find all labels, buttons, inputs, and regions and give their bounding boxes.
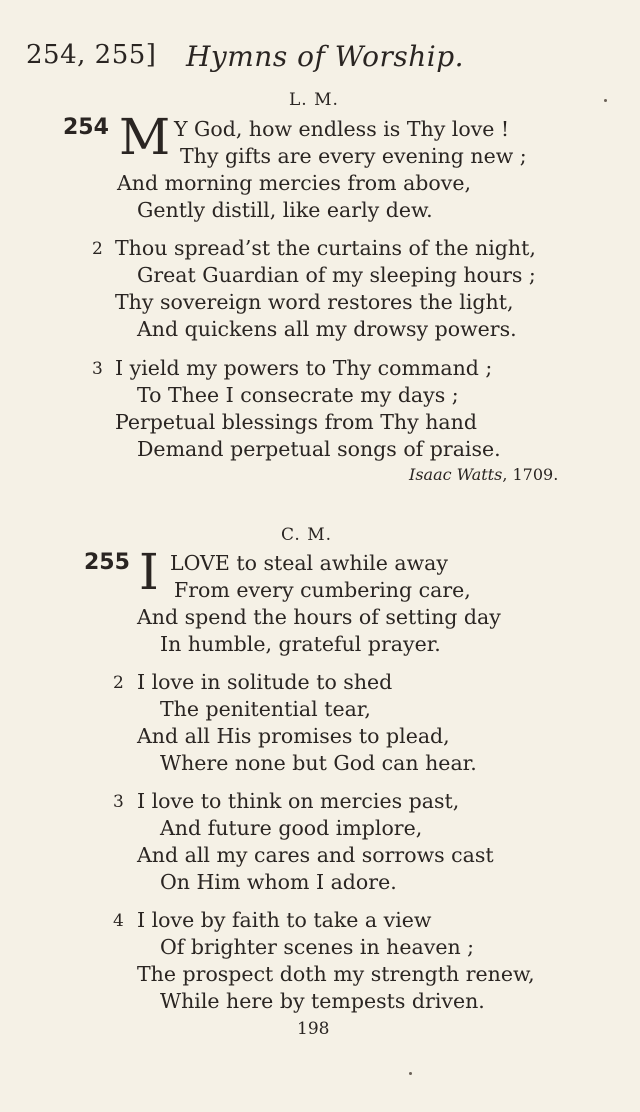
verse-line: And spend the hours of setting day xyxy=(137,605,501,629)
verse-line: While here by tempests driven. xyxy=(160,989,485,1013)
verse-line: Where none but God can hear. xyxy=(160,751,477,775)
verse-line: Great Guardian of my sleeping hours ; xyxy=(137,263,536,287)
verse-number: 2 xyxy=(92,239,103,259)
verse-line: To Thee I consecrate my days ; xyxy=(137,383,459,407)
verse-line: From every cumbering care, xyxy=(174,578,471,602)
attribution-author: Isaac Watts xyxy=(409,465,503,484)
verse-line: The prospect doth my strength renew, xyxy=(137,962,535,986)
verse-line: Y God, how endless is Thy love ! xyxy=(174,117,510,141)
hymn-meter: L. M. xyxy=(289,90,339,110)
verse-line: On Him whom I adore. xyxy=(160,870,397,894)
verse-line: Of brighter scenes in heaven ; xyxy=(160,935,475,959)
attribution-year: , 1709. xyxy=(502,465,559,484)
verse-line: I love in solitude to shed xyxy=(137,670,393,694)
verse-line: Gently distill, like early dew. xyxy=(137,198,433,222)
verse-number: 2 xyxy=(113,673,124,693)
drop-cap: M xyxy=(119,108,171,166)
verse-line: And future good implore, xyxy=(160,816,423,840)
verse-line: And all His promises to plead, xyxy=(137,724,450,748)
verse-line: I love to think on mercies past, xyxy=(137,789,460,813)
running-header-numbers: 254, 255] xyxy=(26,40,157,70)
print-speck xyxy=(604,99,607,102)
page-number: 198 xyxy=(297,1019,330,1039)
verse-number: 3 xyxy=(92,359,103,379)
verse-line: And morning mercies from above, xyxy=(117,171,472,195)
verse-line: In humble, grateful prayer. xyxy=(160,632,441,656)
hymn-number: 254 xyxy=(63,115,109,140)
hymn-number: 255 xyxy=(84,550,130,575)
verse-line: And quickens all my drowsy powers. xyxy=(137,317,517,341)
drop-cap: I xyxy=(139,543,159,601)
hymn-attribution xyxy=(409,465,558,484)
verse-number: 4 xyxy=(113,911,124,931)
print-speck xyxy=(409,1072,412,1075)
verse-line: LOVE to steal awhile away xyxy=(170,551,448,575)
verse-line: Perpetual blessings from Thy hand xyxy=(115,410,477,434)
verse-line: Demand perpetual songs of praise. xyxy=(137,437,501,461)
running-header-title: Hymns of Worship. xyxy=(186,40,465,73)
verse-line: And all my cares and sorrows cast xyxy=(137,843,494,867)
verse-line: I love by faith to take a view xyxy=(137,908,432,932)
verse-line: Thy gifts are every evening new ; xyxy=(180,144,527,168)
hymn-meter: C. M. xyxy=(281,525,333,545)
verse-line: Thy sovereign word restores the light, xyxy=(115,290,514,314)
verse-line: Thou spread’st the curtains of the night, xyxy=(115,236,536,260)
verse-line: I yield my powers to Thy command ; xyxy=(115,356,493,380)
verse-line: The penitential tear, xyxy=(160,697,371,721)
verse-number: 3 xyxy=(113,792,124,812)
